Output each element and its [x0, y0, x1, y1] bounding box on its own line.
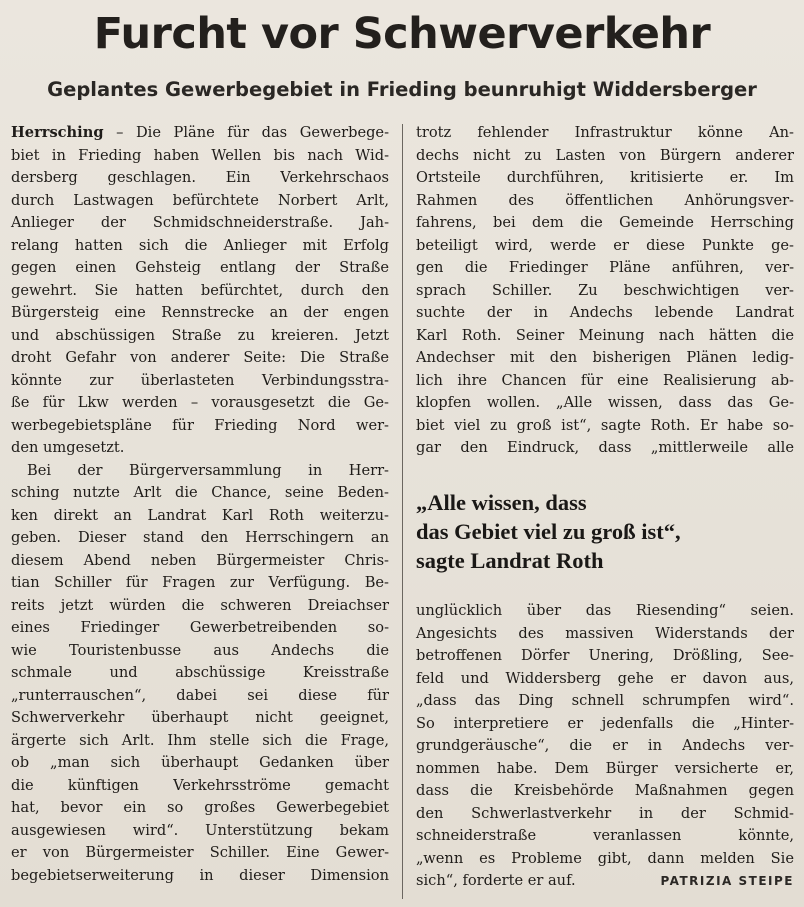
pull-quote-line: „Alle wissen, dass [416, 490, 587, 515]
column-divider [402, 124, 403, 899]
text-line: „dass das Ding schnell schrumpfen wird“. [416, 692, 794, 709]
text-line: fahrens, bei dem die Gemeinde Herrsching [416, 214, 794, 231]
text-line: feld und Widdersberg gehe er davon aus, [416, 669, 794, 687]
text-line: sprach Schiller. Zu beschwichtigen ver- [416, 281, 794, 299]
left-column [11, 122, 389, 887]
text-line: ärgerte sich Arlt. Ihm stelle sich die Frage, [11, 731, 389, 749]
text-line: gewehrt. Sie hatten befürchtet, durch den [11, 281, 389, 299]
text-line: den Schwerlastverkehr in der Schmid- [416, 804, 794, 822]
text-line [416, 870, 794, 893]
text-line: klopfen wollen. „Alle wissen, dass das Ge- [416, 394, 794, 411]
text-line: dechs nicht zu Lasten von Bürgern anderer [416, 146, 794, 164]
text-line: die künftigen Verkehrsströme gemacht [11, 776, 389, 794]
text-line: ausgewiesen wird“. Unterstützung bekam [11, 821, 389, 839]
text-line: gen die Friedinger Pläne anführen, ver- [416, 259, 794, 276]
text-line: nommen habe. Dem Bürger versicherte er, [416, 759, 794, 777]
text-line: sching nutzte Arlt die Chance, seine Beden- [11, 484, 389, 501]
text-line: suchte der in Andechs lebende Landrat [416, 304, 794, 321]
text-segment: sich“, forderte er auf. [416, 872, 576, 889]
text-line: dersberg geschlagen. Ein Verkehrschaos [11, 169, 389, 186]
text-line: könnte zur überlasteten Verbindungsstra- [11, 371, 389, 389]
text-line: biet in Frieding haben Wellen bis nach Wid- [11, 146, 389, 164]
text-line: gegen einen Gehsteig entlang der Straße [11, 259, 389, 276]
text-line: schmale und abschüssige Kreisstraße [11, 664, 389, 681]
text-line: relang hatten sich die Anlieger mit Erfolg [11, 236, 389, 254]
text-line: dass die Kreisbehörde Maßnahmen gegen [416, 782, 794, 799]
text-line: Bei der Bürgerversammlung in Herr- [27, 461, 389, 479]
text-segment: Die Pläne für das Gewerbege- [135, 124, 389, 141]
text-line: den umgesetzt. [11, 439, 125, 456]
text-line: reits jetzt würden die schweren Dreiachser [11, 596, 389, 614]
text-line: ken direkt an Landrat Karl Roth weiterzu- [11, 506, 389, 524]
text-line: begebietserweiterung in dieser Dimension [11, 866, 389, 884]
dateline-separator: – [103, 124, 136, 141]
pull-quote-line: sagte Landrat Roth [416, 548, 604, 573]
text-line: hat, bevor ein so großes Gewerbegebiet [11, 799, 389, 816]
author-byline: PATRIZIA STEIPE [660, 874, 794, 888]
text-line: beteiligt wird, werde er diese Punkte ge- [416, 236, 794, 254]
headline: Furcht vor Schwerverkehr [93, 9, 711, 59]
text-line: durch Lastwagen befürchtete Norbert Arlt, [11, 191, 389, 209]
text-line: „runterrauschen“, dabei sei diese für [11, 686, 389, 704]
text-line: Andechser mit den bisherigen Plänen ledig- [416, 349, 794, 366]
text-line: Schwerverkehr überhaupt nicht geeignet, [11, 709, 389, 726]
text-line [11, 122, 389, 145]
text-line: Angesichts des massiven Widerstands der [416, 624, 794, 642]
text-line: werbegebietspläne für Frieding Nord wer- [11, 416, 389, 434]
text-line: betroffenen Dörfer Unering, Drößling, See- [416, 647, 794, 664]
right-column-top [416, 122, 794, 460]
text-line: droht Gefahr von anderer Seite: Die Straße [11, 349, 389, 366]
text-line: tian Schiller für Fragen zur Verfügung. Be- [11, 574, 389, 591]
text-line: unglücklich über das Riesending“ seien. [416, 602, 794, 619]
pull-quote-line: das Gebiet viel zu groß ist“, [416, 519, 681, 544]
text-line: schneiderstraße veranlassen könnte, [416, 827, 794, 844]
text-line: wie Touristenbusse aus Andechs die [11, 641, 389, 659]
text-line: Karl Roth. Seiner Meinung nach hätten die [416, 326, 794, 344]
text-line: und abschüssigen Straße zu kreieren. Jetzt [11, 326, 389, 344]
text-line: trotz fehlender Infrastruktur könne An- [416, 124, 794, 141]
right-column-bottom [416, 600, 794, 893]
text-line: eines Friedinger Gewerbetreibenden so- [11, 619, 389, 636]
text-line: geben. Dieser stand den Herrschingern an [11, 529, 389, 546]
text-line: So interpretiere er jedenfalls die „Hinter- [416, 714, 794, 732]
text-line: „wenn es Probleme gibt, dann melden Sie [416, 849, 794, 867]
text-line: biet viel zu groß ist“, sagte Roth. Er habe so- [416, 416, 794, 434]
text-line: Rahmen des öffentlichen Anhörungsver- [416, 191, 794, 209]
text-line: Ortsteile durchführen, kritisierte er. Im [416, 169, 794, 186]
text-line: lich ihre Chancen für eine Realisierung ab- [416, 371, 794, 389]
text-line: gar den Eindruck, dass „mittlerweile alle [416, 439, 794, 456]
text-line: er von Bürgermeister Schiller. Eine Gewer- [11, 844, 389, 861]
text-line: diesem Abend neben Bürgermeister Chris- [11, 551, 389, 569]
text-line: grundgeräusche“, die er in Andechs ver- [416, 737, 794, 754]
subheadline: Geplantes Gewerbegebiet in Frieding beunruhigt Widdersberger [47, 78, 757, 101]
pull-quote [416, 488, 794, 575]
text-line: Anlieger der Schmidschneiderstraße. Jah- [11, 214, 389, 231]
text-line: ße für Lkw werden – vorausgesetzt die Ge- [11, 394, 389, 411]
text-line: ob „man sich überhaupt Gedanken über [11, 754, 389, 771]
text-line: Bürgersteig eine Rennstrecke an der engen [11, 304, 389, 321]
dateline: Herrsching [11, 124, 104, 141]
